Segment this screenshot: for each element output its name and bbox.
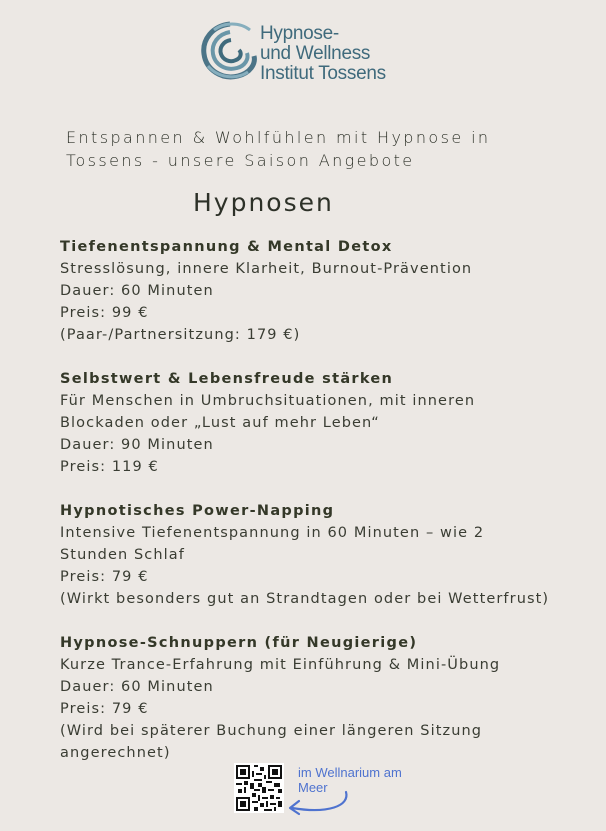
offer-line: Preis: 119 € (60, 459, 159, 475)
offer-line: Für Menschen in Umbruchsituationen, mit inneren (60, 393, 476, 409)
offer-line: Dauer: 60 Minuten (60, 679, 214, 695)
offer-item (60, 368, 590, 478)
offer-line: (Wird bei späterer Buchung einer längeren Sitzung (60, 723, 483, 739)
intro-line: Entspannen & Wohlfühlen mit Hypnose in (66, 128, 491, 147)
offer-line: Blockaden oder „Lust auf mehr Leben“ (60, 415, 380, 431)
qr-code-icon (234, 763, 284, 813)
logo-wordmark: Hypnose- und Wellness Institut Tossens (260, 23, 386, 84)
offer-item (60, 500, 590, 610)
intro-text (66, 126, 546, 172)
qr-code[interactable] (234, 763, 284, 813)
offer-list (60, 236, 590, 786)
offer-title: Selbstwert & Lebensfreude stärken (60, 371, 394, 387)
section-title: Hypnosen (193, 188, 334, 217)
offer-line: (Paar-/Partnersitzung: 179 €) (60, 327, 301, 343)
qr-caption: im Wellnarium am Meer (298, 765, 402, 795)
offer-line: (Wirkt besonders gut an Strandtagen oder bei Wetterfrust) (60, 591, 550, 607)
offer-item (60, 632, 590, 764)
offer-line: Intensive Tiefenentspannung in 60 Minuten – wie 2 (60, 525, 485, 541)
institute-logo (200, 18, 400, 84)
wave-logo-icon (200, 18, 258, 82)
offer-line: Preis: 79 € (60, 701, 149, 717)
curved-arrow-icon (284, 788, 354, 818)
offer-item (60, 236, 590, 346)
offer-line: angerechnet) (60, 745, 171, 761)
offer-line: Kurze Trance-Erfahrung mit Einführung & Mini-Übung (60, 657, 501, 673)
offer-title: Hypnotisches Power-Napping (60, 503, 335, 519)
offer-line: Dauer: 60 Minuten (60, 283, 214, 299)
offer-line: Stunden Schlaf (60, 547, 185, 563)
offer-line: Preis: 79 € (60, 569, 149, 585)
offer-line: Preis: 99 € (60, 305, 149, 321)
offer-title: Tiefenentspannung & Mental Detox (60, 239, 393, 255)
offer-title: Hypnose-Schnuppern (für Neugierige) (60, 635, 418, 651)
offer-line: Dauer: 90 Minuten (60, 437, 214, 453)
offer-line: Stresslösung, innere Klarheit, Burnout-Prävention (60, 261, 473, 277)
intro-line: Tossens - unsere Saison Angebote (66, 151, 415, 170)
